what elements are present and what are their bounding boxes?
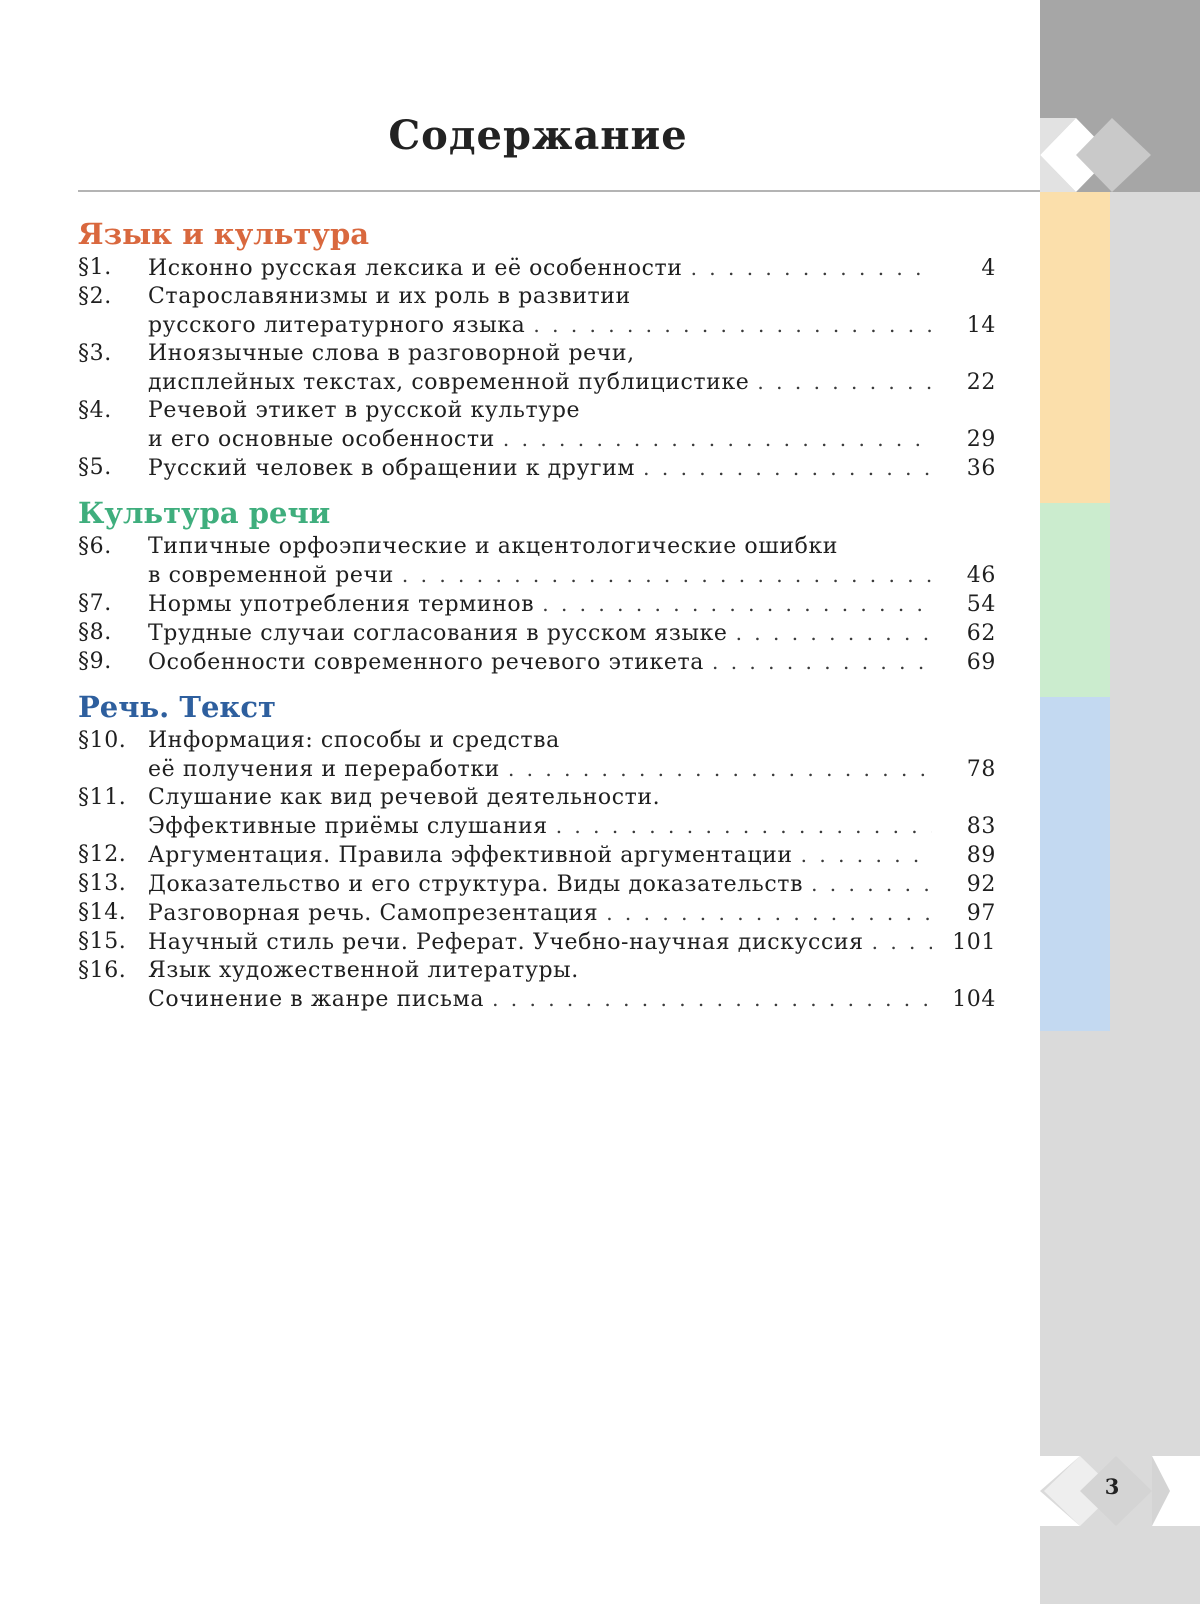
page-number: 3 xyxy=(1104,1474,1120,1499)
entry-last-line xyxy=(148,648,996,677)
dot-leader xyxy=(606,899,932,927)
page-reference: 46 xyxy=(966,563,996,588)
toc-entry[interactable] xyxy=(78,928,996,957)
toc-entry[interactable] xyxy=(78,590,996,619)
toc-entry[interactable] xyxy=(78,619,996,648)
entry-title-line: русского литературного языка xyxy=(148,313,526,338)
entry-title-line: Речевой этикет в русской культуре xyxy=(148,398,581,423)
paragraph-number: §8. xyxy=(78,620,112,645)
entry-body xyxy=(148,648,996,677)
paragraph-number: §3. xyxy=(78,341,112,366)
paragraph-number: §13. xyxy=(78,871,127,896)
section-title: Речь. Текст xyxy=(78,690,276,724)
paragraph-number: §5. xyxy=(78,455,112,480)
paragraph-number: §11. xyxy=(78,785,127,810)
dot-leader xyxy=(736,619,932,647)
entry-title-line: Аргументация. Правила эффективной аргументации xyxy=(148,843,793,868)
entry-title-line: Русский человек в обращении к другим xyxy=(148,456,636,481)
paragraph-number: §1. xyxy=(78,255,112,280)
entry-last-line xyxy=(148,899,996,928)
entry-last-line xyxy=(148,425,996,454)
toc-entry[interactable] xyxy=(78,899,996,928)
entry-title-line: Иноязычные слова в разговорной речи, xyxy=(148,341,635,366)
entry-body xyxy=(148,619,996,648)
toc-entry[interactable] xyxy=(78,784,996,841)
entry-title-line: Трудные случаи согласования в русском языке xyxy=(148,621,728,646)
entry-title-line: Разговорная речь. Самопрезентация xyxy=(148,901,599,926)
dot-leader xyxy=(872,928,932,956)
toc-entry[interactable] xyxy=(78,841,996,870)
toc-entry[interactable] xyxy=(78,648,996,677)
page-reference: 54 xyxy=(966,592,996,617)
toc-section xyxy=(78,214,996,483)
entry-body xyxy=(148,928,996,957)
entry-title-line: Эффективные приёмы слушания xyxy=(148,814,548,839)
page-reference: 101 xyxy=(952,930,996,955)
toc-entry[interactable] xyxy=(78,254,996,283)
entry-body xyxy=(148,727,996,784)
dot-leader xyxy=(533,311,932,339)
section-title: Культура речи xyxy=(78,496,331,530)
entry-title-line: Нормы употребления терминов xyxy=(148,592,535,617)
dot-leader xyxy=(542,590,932,618)
entry-body xyxy=(148,784,996,841)
dot-leader xyxy=(492,985,932,1013)
dot-leader xyxy=(402,561,932,589)
entry-title-line: Сочинение в жанре письма xyxy=(148,987,485,1012)
toc-entry[interactable] xyxy=(78,727,996,784)
entry-body xyxy=(148,899,996,928)
entry-body xyxy=(148,533,996,590)
page-reference: 69 xyxy=(966,650,996,675)
toc-entry[interactable] xyxy=(78,283,996,340)
entry-last-line xyxy=(148,985,996,1014)
section-title: Язык и культура xyxy=(78,217,370,251)
toc-entry[interactable] xyxy=(78,870,996,899)
page-reference: 104 xyxy=(952,987,996,1012)
toc-entry[interactable] xyxy=(78,957,996,1014)
entry-last-line xyxy=(148,755,996,784)
toc-section xyxy=(78,493,996,677)
entry-title-line: Научный стиль речи. Реферат. Учебно-научная дискуссия xyxy=(148,930,864,955)
corner-diamond-icon xyxy=(1040,118,1160,192)
entry-last-line xyxy=(148,368,996,397)
entry-title-line: Слушание как вид речевой деятельности. xyxy=(148,785,661,810)
title-divider xyxy=(78,190,1040,192)
dot-leader xyxy=(691,254,932,282)
entry-body xyxy=(148,841,996,870)
paragraph-number: §9. xyxy=(78,649,112,674)
toc-entry[interactable] xyxy=(78,397,996,454)
page-reference: 62 xyxy=(966,621,996,646)
entry-body xyxy=(148,397,996,454)
page-reference: 4 xyxy=(981,256,996,281)
dot-leader xyxy=(556,812,932,840)
entry-last-line xyxy=(148,454,996,483)
dot-leader xyxy=(757,368,932,396)
entry-body xyxy=(148,340,996,397)
paragraph-number: §12. xyxy=(78,842,127,867)
entry-last-line xyxy=(148,841,996,870)
paragraph-number: §7. xyxy=(78,591,112,616)
entry-title-line: Особенности современного речевого этикета xyxy=(148,650,704,675)
dot-leader xyxy=(503,425,932,453)
band-language-culture xyxy=(1040,192,1110,503)
entry-title-line: Типичные орфоэпические и акцентологические ошибки xyxy=(148,534,839,559)
entry-last-line xyxy=(148,812,996,841)
paragraph-number: §2. xyxy=(78,284,112,309)
paragraph-number: §6. xyxy=(78,534,112,559)
entry-title-line: и его основные особенности xyxy=(148,427,495,452)
entry-body xyxy=(148,454,996,483)
entry-body xyxy=(148,957,996,1014)
page-reference: 89 xyxy=(966,843,996,868)
paragraph-number: §4. xyxy=(78,398,112,423)
toc-entry[interactable] xyxy=(78,454,996,483)
dot-leader xyxy=(811,870,932,898)
entry-title-line: дисплейных текстах, современной публицистике xyxy=(148,370,750,395)
table-of-contents xyxy=(78,214,996,1024)
entry-last-line xyxy=(148,254,996,283)
entry-title-line: Доказательство и его структура. Виды доказательств xyxy=(148,872,804,897)
page-reference: 78 xyxy=(966,757,996,782)
toc-entry[interactable] xyxy=(78,340,996,397)
entry-last-line xyxy=(148,870,996,899)
paragraph-number: §16. xyxy=(78,958,127,983)
paragraph-number: §15. xyxy=(78,929,127,954)
entry-body xyxy=(148,283,996,340)
paragraph-number: §14. xyxy=(78,900,127,925)
page-reference: 36 xyxy=(966,456,996,481)
page-reference: 97 xyxy=(966,901,996,926)
entry-title-line: Исконно русская лексика и её особенности xyxy=(148,256,683,281)
page-reference: 22 xyxy=(966,370,996,395)
entry-last-line xyxy=(148,561,996,590)
entry-title-line: Старославянизмы и их роль в развитии xyxy=(148,284,631,309)
band-speech-culture xyxy=(1040,503,1110,697)
entry-body xyxy=(148,590,996,619)
entry-last-line xyxy=(148,928,996,957)
dot-leader xyxy=(643,454,932,482)
dot-leader xyxy=(508,755,932,783)
entry-body xyxy=(148,870,996,899)
entry-last-line xyxy=(148,590,996,619)
entry-body xyxy=(148,254,996,283)
entry-last-line xyxy=(148,619,996,648)
entry-title-line: Язык художественной литературы. xyxy=(148,958,579,983)
entry-title-line: в современной речи xyxy=(148,563,394,588)
dot-leader xyxy=(801,841,932,869)
paragraph-number: §10. xyxy=(78,728,127,753)
toc-section xyxy=(78,687,996,1014)
page-reference: 29 xyxy=(966,427,996,452)
entry-title-line: Информация: способы и средства xyxy=(148,728,560,753)
toc-entry[interactable] xyxy=(78,533,996,590)
page-reference: 92 xyxy=(966,872,996,897)
band-speech-text xyxy=(1040,697,1110,1031)
page-reference: 83 xyxy=(966,814,996,839)
entry-last-line xyxy=(148,311,996,340)
dot-leader xyxy=(712,648,932,676)
entry-title-line: её получения и переработки xyxy=(148,757,500,782)
page-title: Содержание xyxy=(388,112,688,159)
page-reference: 14 xyxy=(966,313,996,338)
